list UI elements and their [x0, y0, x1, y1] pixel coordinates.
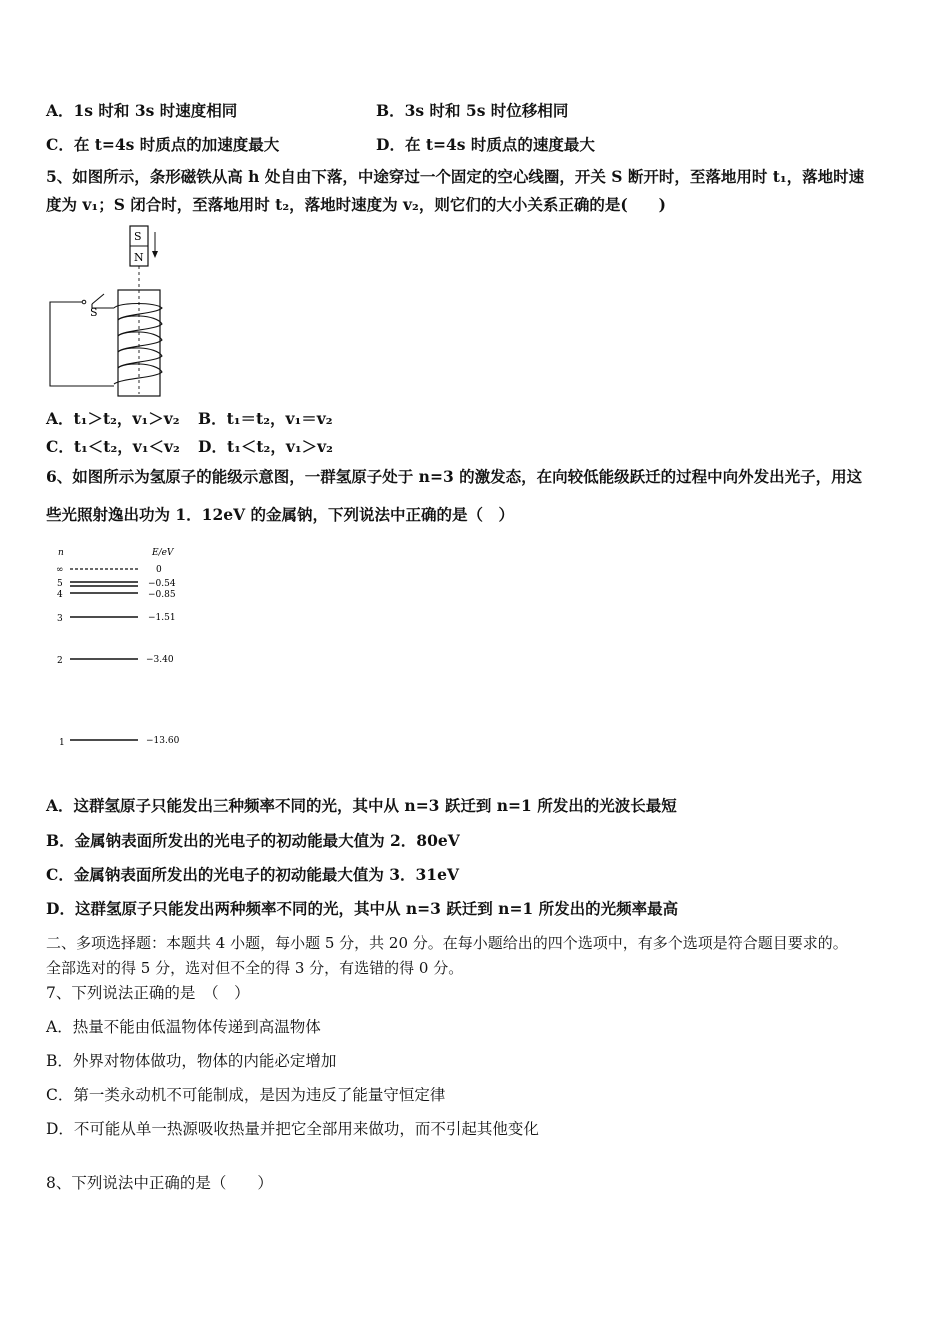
q6-option-b: B．金属钠表面所发出的光电子的初动能最大值为 2．80eV [46, 831, 460, 850]
q7-option-c: C．第一类永动机不可能制成，是因为违反了能量守恒定律 [46, 1086, 446, 1104]
q4-option-b: B．3s 时和 5s 时位移相同 [376, 101, 569, 120]
svg-text:∞: ∞ [56, 565, 64, 575]
q6-option-c: C．金属钠表面所发出的光电子的初动能最大值为 3．31eV [46, 865, 459, 884]
level-4 [57, 590, 176, 600]
circuit-wire [50, 294, 114, 386]
q7-option-a: A．热量不能由低温物体传递到高温物体 [46, 1018, 321, 1036]
svg-text:1: 1 [59, 738, 65, 748]
section2-heading-line2: 全部选对的得 5 分，选对但不全的得 3 分，有选错的得 0 分。 [46, 959, 464, 977]
q4-option-c: C．在 t=4s 时质点的加速度最大 [46, 135, 280, 154]
svg-text:4: 4 [57, 590, 63, 600]
q5-stem-line2: 度为 v₁；S 闭合时，至落地用时 t₂，落地时速度为 v₂，则它们的大小关系正确的是( ) [46, 195, 666, 214]
svg-text:−0.85: −0.85 [148, 590, 176, 600]
q7-option-b: B．外界对物体做功，物体的内能必定增加 [46, 1052, 337, 1070]
magnet-s-label: S [134, 230, 142, 243]
svg-text:0: 0 [156, 565, 162, 575]
svg-text:2: 2 [57, 656, 63, 666]
q8-stem: 8、下列说法中正确的是（ ） [46, 1174, 273, 1192]
svg-text:−1.51: −1.51 [148, 613, 176, 623]
q5-option-b: B．t₁＝t₂，v₁＝v₂ [198, 409, 333, 428]
q4-option-a: A．1s 时和 3s 时速度相同 [46, 101, 238, 120]
coil-windings [114, 304, 162, 385]
q5-stem-line1: 5、如图所示，条形磁铁从高 h 处自由下落，中途穿过一个固定的空心线圈，开关 S 断开时，至落地用时 t₁，落地时速 [46, 167, 865, 186]
magnet-n-label: N [134, 251, 144, 264]
svg-text:−3.40: −3.40 [146, 655, 174, 665]
level-inf [56, 565, 162, 575]
level-3 [57, 613, 176, 624]
n-axis-label: n [58, 548, 64, 558]
switch-label: S [90, 306, 98, 319]
switch-contact [82, 300, 86, 304]
section2-heading-line1: 二、多项选择题：本题共 4 小题，每小题 5 分，共 20 分。在每小题给出的四个选项中，有多个选项是符合题目要求的。 [46, 934, 848, 952]
q4-option-d: D．在 t=4s 时质点的速度最大 [376, 135, 595, 154]
level-1 [59, 736, 180, 748]
q6-option-a: A．这群氢原子只能发出三种频率不同的光，其中从 n=3 跃迁到 n=1 所发出的光波长最短 [46, 796, 677, 815]
q5-option-a: A．t₁＞t₂，v₁＞v₂ [46, 409, 180, 428]
q7-stem: 7、下列说法正确的是 （ ） [46, 984, 250, 1002]
magnet-coil-figure [44, 224, 174, 400]
level-2 [57, 655, 174, 666]
svg-text:5: 5 [57, 579, 63, 589]
q5-option-c: C．t₁＜t₂，v₁＜v₂ [46, 437, 180, 456]
svg-text:−13.60: −13.60 [146, 736, 180, 746]
q5-option-d: D．t₁＜t₂，v₁＞v₂ [198, 437, 333, 456]
q6-option-d: D．这群氢原子只能发出两种频率不同的光，其中从 n=3 跃迁到 n=1 所发出的光频率最高 [46, 899, 679, 918]
q7-option-d: D．不可能从单一热源吸收热量并把它全部用来做功，而不引起其他变化 [46, 1120, 539, 1138]
energy-level-diagram [50, 540, 190, 755]
svg-text:−0.54: −0.54 [148, 579, 176, 589]
q6-stem-line2: 些光照射逸出功为 1．12eV 的金属钠，下列说法中正确的是（ ） [46, 505, 515, 524]
svg-text:3: 3 [57, 614, 63, 624]
level-5 [57, 579, 176, 589]
energy-axis-label: E/eV [152, 548, 174, 558]
q6-stem-line1: 6、如图所示为氢原子的能级示意图，一群氢原子处于 n=3 的激发态，在向较低能级跃迁的过程中向外发出光子，用这 [46, 467, 863, 486]
